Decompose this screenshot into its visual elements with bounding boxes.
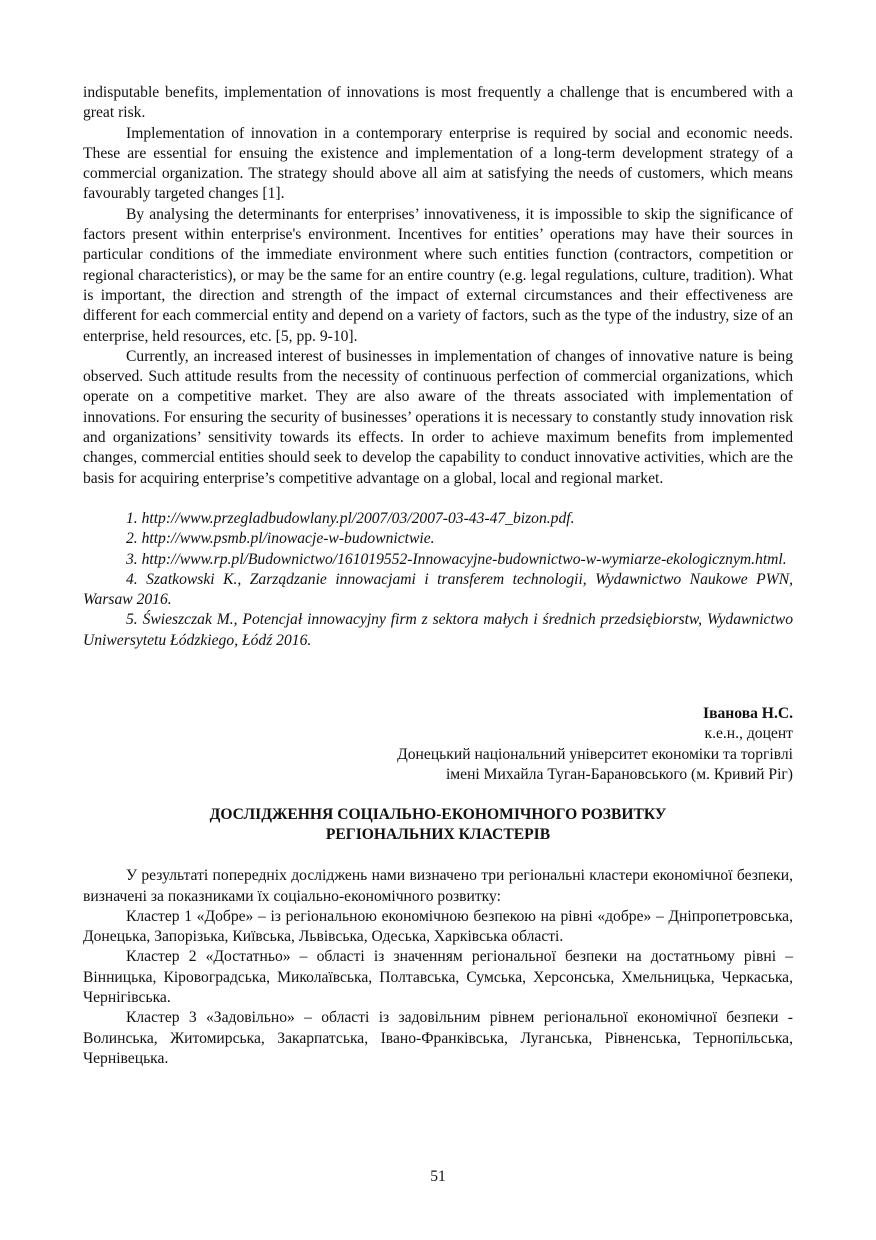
article-body bbox=[83, 866, 793, 1069]
paragraph: Кластер 3 «Задовільно» – області із задовільним рівнем регіональної економічної безпеки - Волинська, Житомирська, Закарпатська, Івано-Франківська, Луганська, Рівненська, Тернопільська, Чернівецька. bbox=[83, 1009, 793, 1067]
reference-item: 1. http://www.przegladbudowlany.pl/2007/03/2007-03-43-47_bizon.pdf. bbox=[126, 509, 575, 527]
paragraph: Implementation of innovation in a contemporary enterprise is required by social and economic needs. These are essential for ensuing the existence and implementation of a long-term development strategy of a commercial organization. The strategy should above all aim at satisfying the needs of customers, which means favourably targeted changes [1]. bbox=[83, 124, 793, 203]
article-title bbox=[83, 805, 793, 845]
paragraph: Кластер 2 «Достатньо» – області із значенням регіональної безпеки на достатньому рівні – Вінницька, Кіровоградська, Миколаївська, Полтавська, Сумська, Херсонська, Хмельницька, Черкаська, Чернігівська. bbox=[83, 948, 793, 1006]
english-section bbox=[83, 83, 793, 489]
page-number: 51 bbox=[430, 1168, 446, 1185]
page-content bbox=[83, 83, 793, 1069]
author-name: Іванова Н.С. bbox=[703, 705, 793, 723]
paragraph: Currently, an increased interest of businesses in implementation of changes of innovative nature is being observed. Such attitude results from the necessity of continuous perfection of commercial organizations, which operate on a competitive market. They are also aware of the threats associated with implementation of innovations. For ensuring the security of businesses’ operations it is necessary to constantly study innovation risk and organizations’ sensitivity towards its effects. In order to achieve maximum benefits from implemented changes, commercial entities should seek to develop the capability to conduct innovative activities, which are the basis for acquiring enterprise’s competitive advantage on a global, local and regional market. bbox=[83, 347, 793, 487]
article-title-line: РЕГІОНАЛЬНИХ КЛАСТЕРІВ bbox=[325, 826, 551, 844]
author-affiliation: Донецький національний університет економіки та торгівлі bbox=[397, 745, 793, 763]
reference-item: 5. Świeszczak M., Potencjał innowacyjny firm z sektora małych i średnich przedsiębiorstw, Wydawnictwo Uniwersytetu Łódzkiego, Łódź 2016. bbox=[83, 611, 793, 649]
reference-item: 3. http://www.rp.pl/Budownictwo/161019552-Innowacyjne-budownictwo-w-wymiarze-ekologicznym.html. bbox=[126, 550, 787, 568]
author-affiliation-continued: імені Михайла Туган-Барановського (м. Кривий Ріг) bbox=[445, 765, 793, 783]
reference-item: 4. Szatkowski K., Zarządzanie innowacjami i transferem technologii, Wydawnictwo Naukowe PWN, Warsaw 2016. bbox=[83, 570, 793, 609]
paragraph: indisputable benefits, implementation of innovations is most frequently a challenge that is encumbered with a great risk. bbox=[83, 84, 793, 122]
article-title-line: ДОСЛІДЖЕННЯ СОЦІАЛЬНО-ЕКОНОМІЧНОГО РОЗВИТКУ bbox=[209, 806, 667, 824]
author-degree: к.е.н., доцент bbox=[704, 725, 793, 743]
reference-item: 2. http://www.psmb.pl/inowacje-w-budownictwie. bbox=[126, 530, 435, 548]
author-block bbox=[83, 704, 793, 785]
references-list bbox=[83, 509, 793, 651]
paragraph: Кластер 1 «Добре» – із регіональною економічною безпекою на рівні «добре» – Дніпропетровська, Донецька, Запорізька, Київська, Львівська, Одеська, Харківська області. bbox=[83, 907, 793, 946]
paragraph: By analysing the determinants for enterprises’ innovativeness, it is impossible to skip the significance of factors present within enterprise's environment. Incentives for entities’ operations may have their sources in particular conditions of the immediate environment where such entities function (contractors, competition or regional characteristics), or may be the same for an entire country (e.g. legal regulations, culture, tradition). What is important, the direction and strength of the impact of external circumstances and their effectiveness are different for each commercial entity and depend on a variety of factors, such as the type of the industry, size of an enterprise, held resources, etc. [5, pp. 9-10]. bbox=[83, 205, 793, 345]
paragraph: У результаті попередніх досліджень нами визначено три регіональні кластери економічної безпеки, визначені за показниками їх соціально-економічного розвитку: bbox=[83, 867, 793, 905]
